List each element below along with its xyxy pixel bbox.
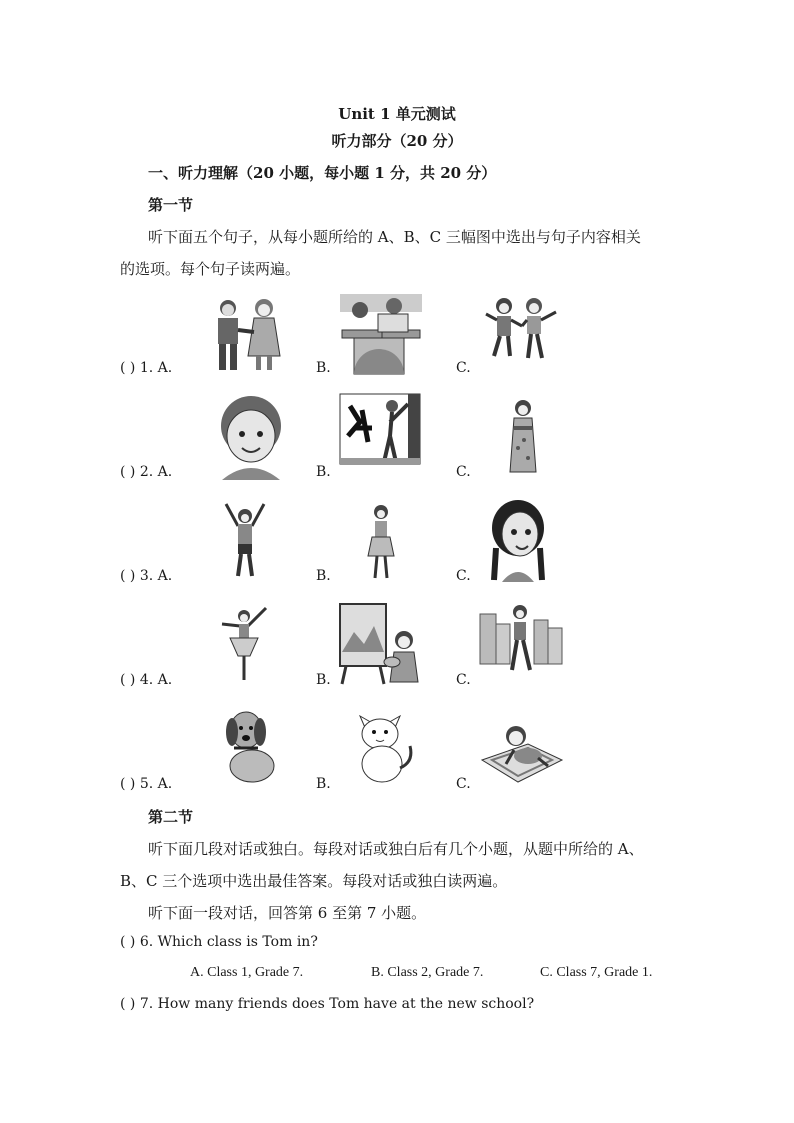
dancing-girl-picture xyxy=(220,604,272,684)
kimono-girl-picture xyxy=(506,398,540,476)
question-5-label: ( ) 5. A. xyxy=(120,776,173,792)
part-heading: 一、听力理解（20 小题，每小题 1 分，共 20 分） xyxy=(148,164,497,182)
question-4-label: ( ) 4. A. xyxy=(120,672,173,688)
cheering-boy-picture xyxy=(220,500,270,580)
question-1-option-b: B. xyxy=(316,360,331,376)
question-6-option-b: B. Class 2, Grade 7. xyxy=(371,965,484,980)
section2-instruction-1: 听下面几段对话或独白。每段对话或独白后有几个小题，从题中所给的 A、 xyxy=(148,840,644,858)
question-5-option-c: C. xyxy=(456,776,471,792)
cat-picture xyxy=(352,706,416,786)
walking-girl-picture xyxy=(366,504,396,580)
question-3-option-b: B. xyxy=(316,568,331,584)
crawling-baby-picture xyxy=(478,720,564,784)
page-subtitle: 听力部分（20 分） xyxy=(331,132,463,150)
calligraphy-kick-picture xyxy=(338,392,422,466)
question-2-label: ( ) 2. A. xyxy=(120,464,173,480)
girl-face-picture xyxy=(490,498,546,582)
handshake-picture xyxy=(206,296,286,374)
question-2-option-c: C. xyxy=(456,464,471,480)
boy-face-picture xyxy=(216,394,286,480)
section1-label: 第一节 xyxy=(148,196,194,214)
question-3-label: ( ) 3. A. xyxy=(120,568,173,584)
question-5-option-b: B. xyxy=(316,776,331,792)
question-6-stem: ( ) 6. Which class is Tom in? xyxy=(120,934,318,950)
city-boy-picture xyxy=(478,600,564,676)
kids-playing-picture xyxy=(482,296,562,366)
question-1-label: ( ) 1. A. xyxy=(120,360,173,376)
dialog-intro: 听下面一段对话，回答第 6 至第 7 小题。 xyxy=(148,904,427,922)
page-title: Unit 1 单元测试 xyxy=(338,105,456,123)
section2-instruction-2: B、C 三个选项中选出最佳答案。每段对话或独白读两遍。 xyxy=(120,872,508,890)
question-1-option-c: C. xyxy=(456,360,471,376)
question-2-option-b: B. xyxy=(316,464,331,480)
question-4-option-b: B. xyxy=(316,672,331,688)
dog-picture xyxy=(222,708,280,784)
question-3-option-c: C. xyxy=(456,568,471,584)
painting-girl-picture xyxy=(338,602,424,686)
question-4-option-c: C. xyxy=(456,672,471,688)
section1-instruction-1: 听下面五个句子，从每小题所给的 A、B、C 三幅图中选出与句子内容相关 xyxy=(148,228,641,246)
question-2-row xyxy=(120,464,680,484)
question-6-option-a: A. Class 1, Grade 7. xyxy=(190,965,304,980)
classroom-desk-picture xyxy=(338,292,424,376)
question-7-stem: ( ) 7. How many friends does Tom have at the new school? xyxy=(120,996,535,1012)
question-3-row xyxy=(120,568,680,588)
section2-label: 第二节 xyxy=(148,808,194,826)
section1-instruction-2: 的选项。每个句子读两遍。 xyxy=(120,260,301,278)
question-6-option-c: C. Class 7, Grade 1. xyxy=(540,965,653,980)
